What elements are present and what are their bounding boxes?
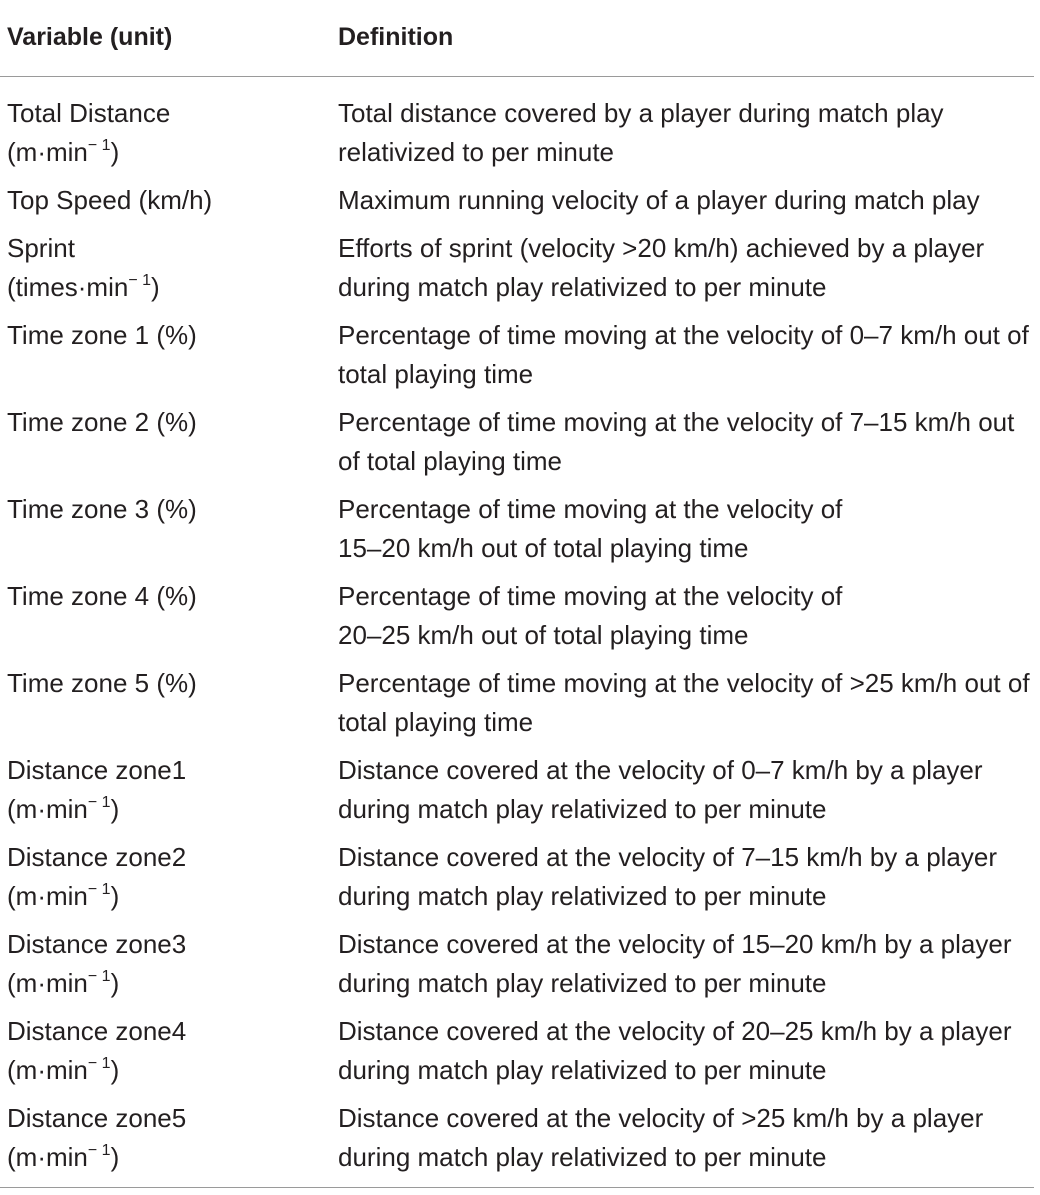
header-variable: Variable (unit)	[0, 0, 330, 76]
table-row	[0, 577, 1034, 664]
header-row	[0, 0, 1034, 76]
variable-name: Distance zone4	[7, 1015, 187, 1046]
definition-cell: Maximum running velocity of a player during match play	[338, 184, 980, 215]
variable-cell: Time zone 4 (%)	[7, 580, 197, 611]
definition-cell: Distance covered at the velocity of 7–15 km/h by a player during match play relativized to per minute	[338, 841, 998, 911]
table-body	[0, 76, 1034, 1186]
variable-unit: $(m\cdot\min^{- 1})$	[7, 136, 120, 167]
definition-cell: Distance covered at the velocity of 0–7 km/h by a player during match play relativized to per minute	[338, 754, 983, 824]
variable-name: Distance zone3	[7, 928, 187, 959]
header-definition: Definition	[330, 0, 1034, 76]
definition-cell: Total distance covered by a player during match play relativized to per minute	[338, 97, 944, 167]
table-row	[0, 664, 1034, 751]
definition-cell: Percentage of time moving at the velocity of 7–15 km/h out of total playing time	[338, 406, 1015, 476]
definition-cell: Percentage of time moving at the velocity of >25 km/h out of total playing time	[338, 667, 1030, 737]
variable-name: Distance zone1	[7, 754, 187, 785]
table-row	[0, 751, 1034, 838]
definition-cell: Percentage of time moving at the velocity of 15–20 km/h out of total playing time	[338, 493, 843, 563]
variable-cell	[0, 751, 330, 838]
variable-unit: $(m\cdot\min^{- 1})$	[7, 1054, 120, 1085]
variable-cell	[0, 925, 330, 1012]
table-row	[0, 181, 1034, 229]
variable-cell	[0, 1012, 330, 1099]
table-row	[0, 838, 1034, 925]
variable-cell: Top Speed (km/h)	[7, 184, 213, 215]
definition-cell: Percentage of time moving at the velocity of 0–7 km/h out of total playing time	[338, 319, 1029, 389]
variable-name: Distance zone2	[7, 841, 187, 872]
variable-cell: Time zone 3 (%)	[7, 493, 197, 524]
definition-cell: Distance covered at the velocity of 20–25 km/h by a player during match play relativized to per minute	[338, 1015, 1012, 1085]
variable-cell: Time zone 2 (%)	[7, 406, 197, 437]
variable-unit: $(m\cdot\min^{- 1})$	[7, 793, 120, 824]
variable-cell	[0, 76, 330, 181]
table-row	[0, 1099, 1034, 1186]
definition-cell: Efforts of sprint (velocity >20 km/h) achieved by a player during match play relativized to per minute	[338, 232, 985, 302]
table-row	[0, 403, 1034, 490]
table-row	[0, 316, 1034, 403]
variable-unit: $(m\cdot\min^{- 1})$	[7, 880, 120, 911]
definition-cell: Distance covered at the velocity of 15–20 km/h by a player during match play relativized to per minute	[338, 928, 1012, 998]
variable-cell: Time zone 5 (%)	[7, 667, 197, 698]
variable-name: Distance zone5	[7, 1102, 187, 1133]
definition-cell: Distance covered at the velocity of >25 km/h by a player during match play relativized to per minute	[338, 1102, 984, 1172]
table-bottom-rule	[0, 1187, 1034, 1188]
variable-name: Total Distance	[7, 97, 171, 128]
variable-unit: $(times\cdot\min^{- 1})$	[7, 271, 160, 302]
variable-unit: $(m\cdot\min^{- 1})$	[7, 1141, 120, 1172]
table-row	[0, 229, 1034, 316]
variable-cell	[0, 838, 330, 925]
definition-cell: Percentage of time moving at the velocity of 20–25 km/h out of total playing time	[338, 580, 843, 650]
variable-cell	[0, 229, 330, 316]
table-row	[0, 925, 1034, 1012]
table-header	[0, 0, 1034, 76]
variable-unit: $(m\cdot\min^{- 1})$	[7, 967, 120, 998]
variable-cell	[0, 1099, 330, 1186]
table-row	[0, 490, 1034, 577]
variable-cell: Time zone 1 (%)	[7, 319, 197, 350]
variable-name: Sprint	[7, 232, 75, 263]
table-row	[0, 76, 1034, 181]
table-row	[0, 1012, 1034, 1099]
